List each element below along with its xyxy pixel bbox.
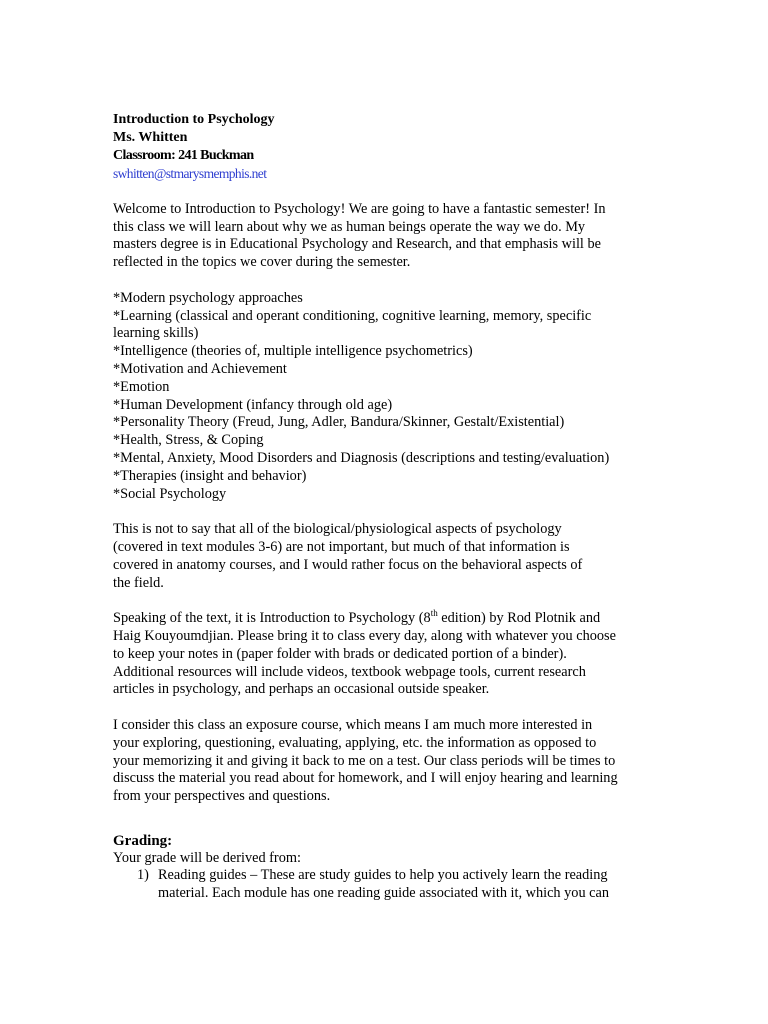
teacher-name: Ms. Whitten — [113, 130, 188, 145]
exposure-course-paragraph — [113, 717, 653, 806]
topic-item: *Therapies (insight and behavior) — [113, 467, 307, 484]
biology-note-paragraph — [113, 521, 653, 592]
item-text: Reading guides – These are study guides to help you actively learn the reading material. Each module has one reading guide associated with it, which you can — [158, 867, 610, 902]
paragraph-line: masters degree is in Educational Psychology and Research, and that emphasis will be — [113, 236, 601, 253]
topic-item: *Mental, Anxiety, Mood Disorders and Diagnosis (descriptions and testing/evaluation) — [113, 449, 610, 466]
course-title: Introduction to Psychology — [113, 112, 275, 127]
grading-heading: Grading: — [113, 832, 173, 849]
document-page — [113, 111, 653, 903]
paragraph-line: Welcome to Introduction to Psychology! We are going to have a fantastic semester! In — [113, 200, 606, 217]
topic-item: *Human Development (infancy through old age) — [113, 396, 393, 413]
paragraph-line: Haig Kouyoumdjian. Please bring it to class every day, along with whatever you choose — [113, 627, 616, 644]
topic-item: *Intelligence (theories of, multiple intelligence psychometrics) — [113, 343, 473, 360]
topic-item: *Learning (classical and operant conditioning, cognitive learning, memory, specific learning skills) — [113, 307, 592, 342]
item-number: 1) — [137, 867, 149, 884]
topic-item: *Health, Stress, & Coping — [113, 432, 264, 449]
paragraph-line: discuss the material you read about for homework, and I will enjoy hearing and learning — [113, 770, 618, 787]
textbook-paragraph — [113, 610, 653, 699]
paragraph-line: I consider this class an exposure course, which means I am much more interested in — [113, 716, 593, 733]
paragraph-line: your exploring, questioning, evaluating, applying, etc. the information as opposed to — [113, 734, 597, 751]
paragraph-line: (covered in text modules 3-6) are not important, but much of that information is — [113, 538, 570, 555]
grading-item — [113, 867, 653, 903]
paragraph-line: Speaking of the text, it is Introduction to Psychology (8th edition) by Rod Plotnik and — [113, 608, 601, 627]
paragraph-line: articles in psychology, and perhaps an occasional outside speaker. — [113, 681, 490, 698]
paragraph-line: the field. — [113, 574, 164, 591]
paragraph-line: Additional resources will include videos, textbook webpage tools, current research — [113, 663, 586, 680]
paragraph-line: from your perspectives and questions. — [113, 788, 331, 805]
course-header — [113, 111, 653, 183]
grading-intro: Your grade will be derived from: — [113, 849, 301, 866]
teacher-email-link[interactable]: swhitten@stmarysmemphis.net — [113, 166, 267, 181]
paragraph-line: your memorizing it and giving it back to me on a test. Our class periods will be times to — [113, 752, 616, 769]
paragraph-line: this class we will learn about why we as human beings operate the way we do. My — [113, 218, 586, 235]
topic-item: *Social Psychology — [113, 485, 227, 502]
welcome-paragraph — [113, 201, 653, 272]
paragraph-line: reflected in the topics we cover during the semester. — [113, 254, 411, 271]
paragraph-line: covered in anatomy courses, and I would rather focus on the behavioral aspects of — [113, 556, 583, 573]
paragraph-line: This is not to say that all of the biological/physiological aspects of psychology — [113, 521, 562, 538]
topic-item: *Personality Theory (Freud, Jung, Adler, Bandura/Skinner, Gestalt/Existential) — [113, 414, 565, 431]
edition-superscript: th — [430, 608, 438, 619]
topic-item: *Modern psychology approaches — [113, 289, 303, 306]
classroom-label: Classroom: 241 Buckman — [113, 148, 254, 163]
paragraph-line: to keep your notes in (paper folder with brads or dedicated portion of a binder). — [113, 645, 567, 662]
topic-item: *Emotion — [113, 378, 170, 395]
topic-item: *Motivation and Achievement — [113, 360, 287, 377]
topic-list — [113, 290, 653, 504]
